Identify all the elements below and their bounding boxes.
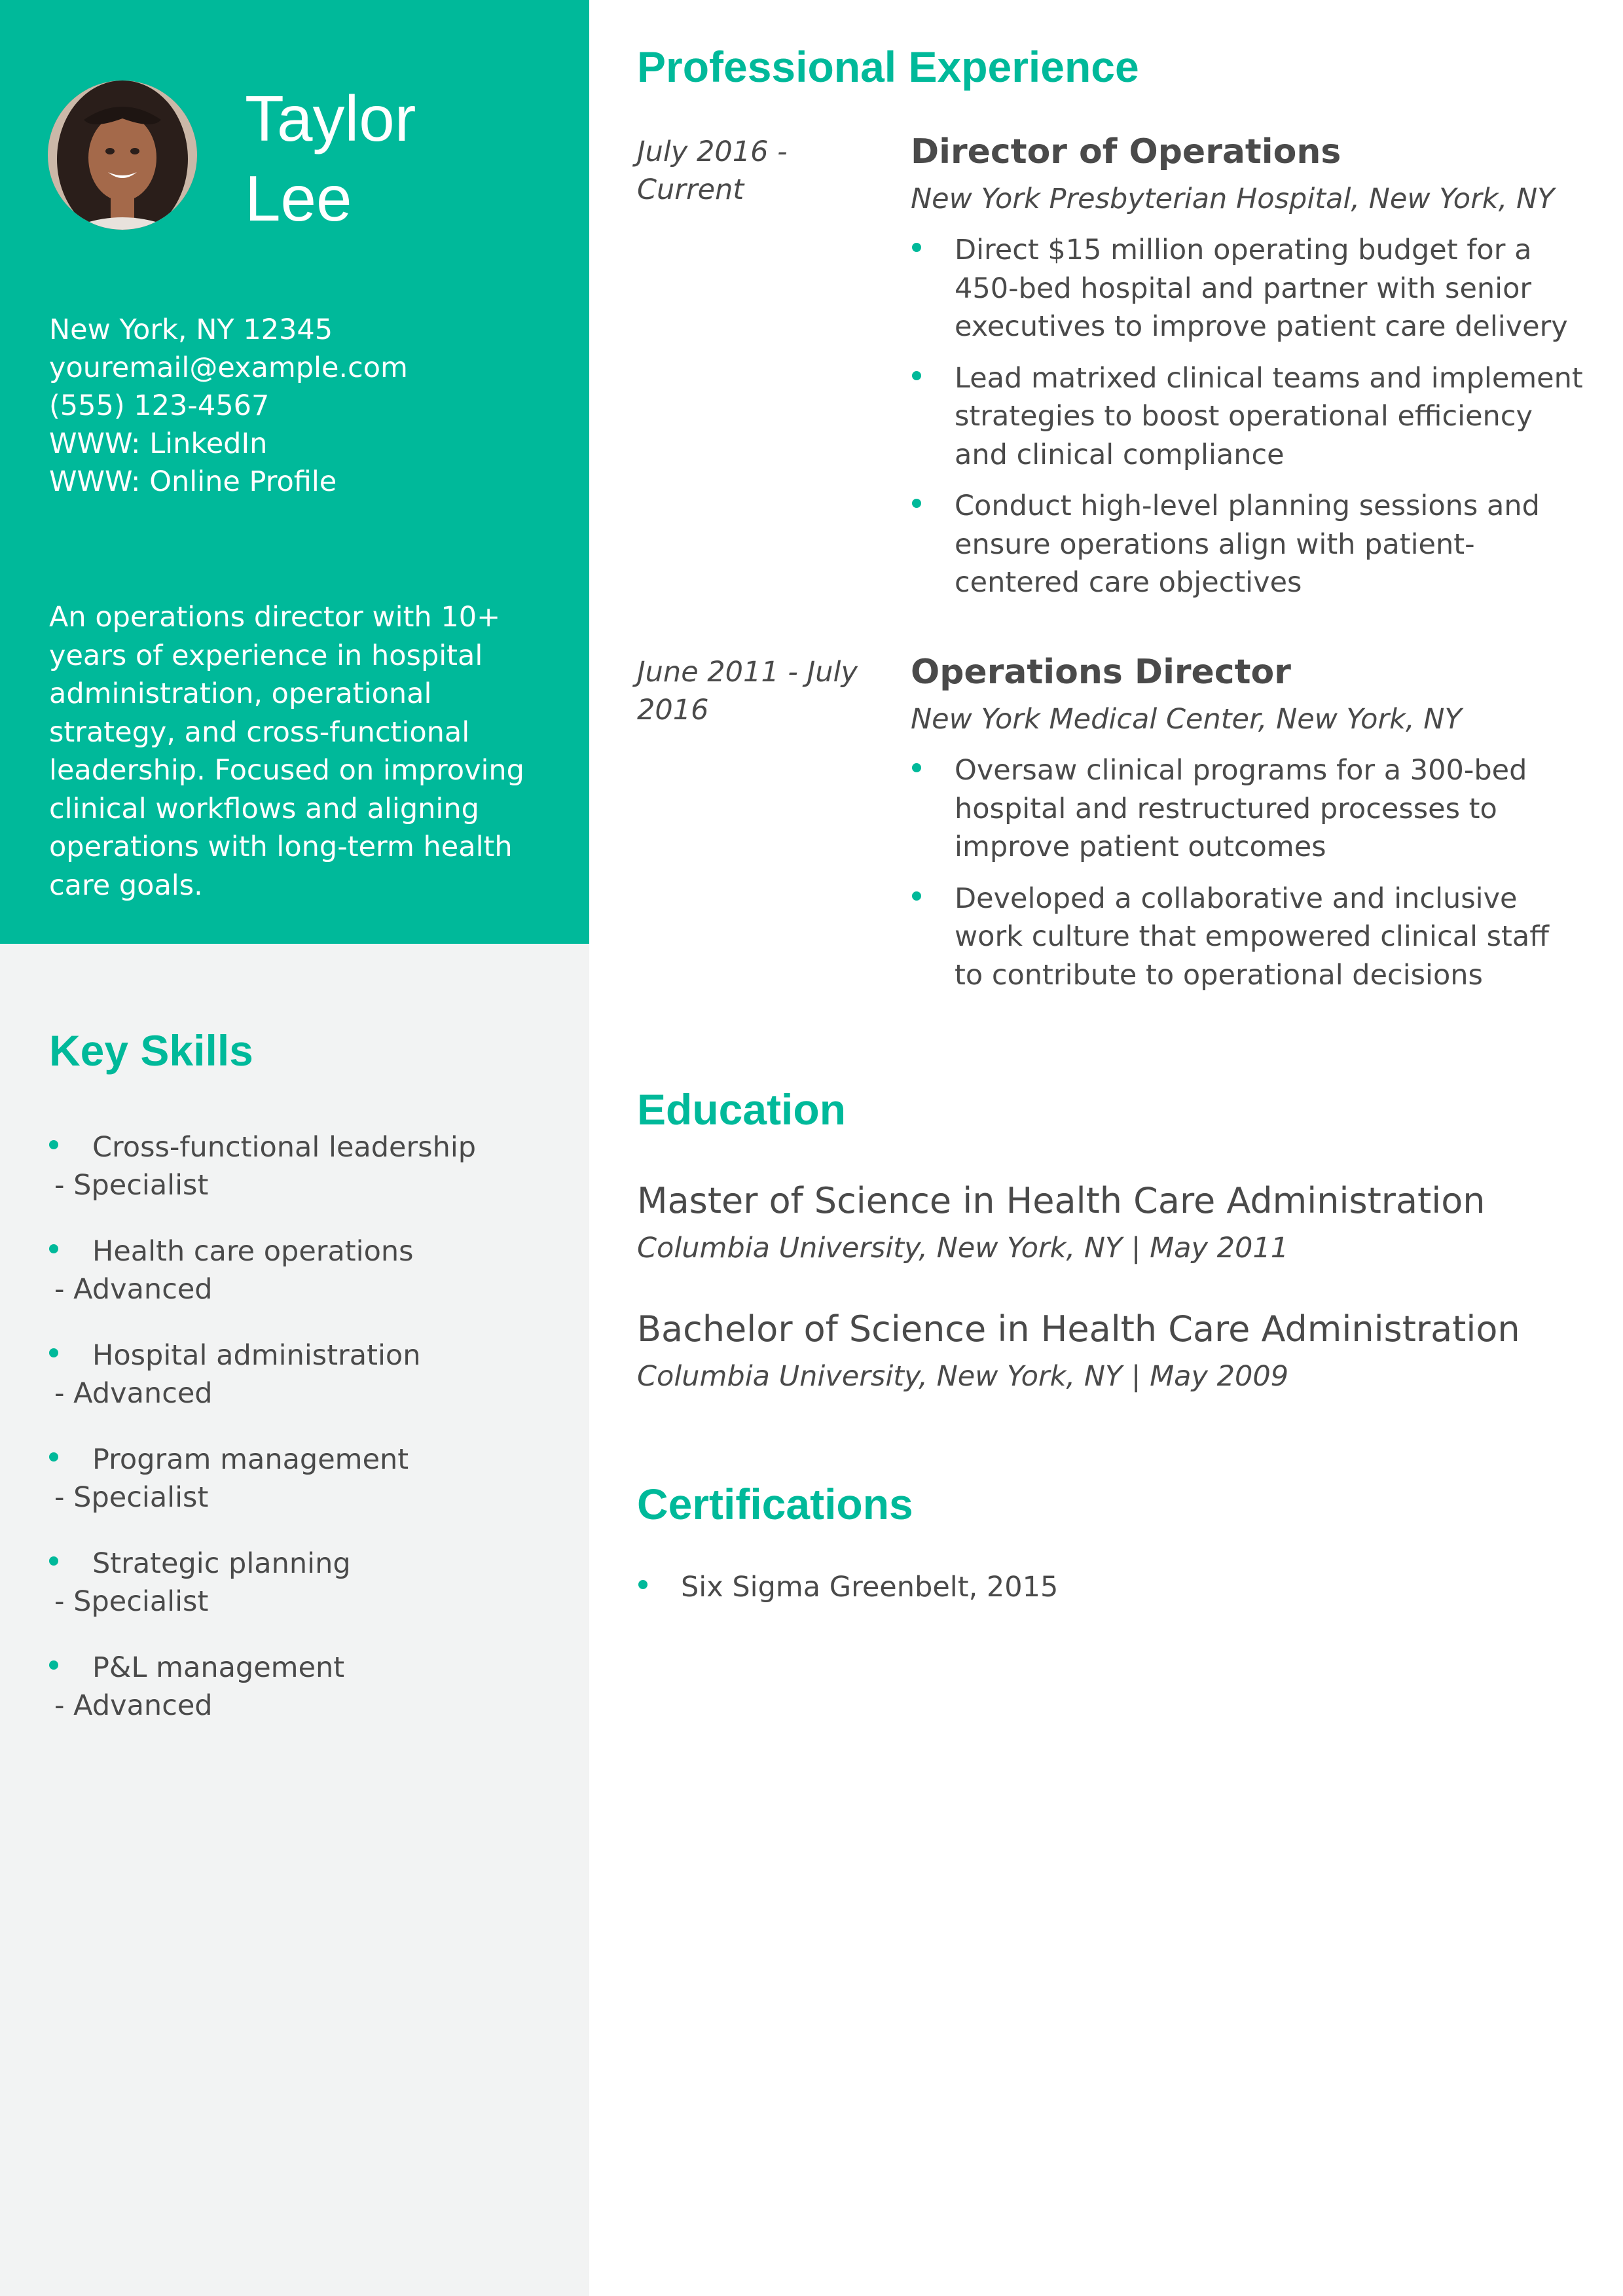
candidate-name [245, 79, 559, 238]
job-bullet-text: Oversaw clinical programs for a 300-bed hospital and restructured processes to improve patient outcomes [955, 754, 1527, 863]
skill-name: Health care operations [92, 1235, 414, 1268]
education-degree: Bachelor of Science in Health Care Administration [637, 1308, 1520, 1350]
bullet-dot-icon [49, 1660, 58, 1670]
skill-name: Cross-functional leadership [92, 1131, 477, 1164]
job-bullets [911, 231, 1585, 602]
skill-level: - Specialist [54, 1585, 209, 1618]
skill-item [49, 1128, 560, 1232]
bullet-dot-icon [912, 763, 921, 772]
job-bullet [911, 487, 1585, 602]
job-bullet [911, 231, 1585, 346]
skill-level: - Specialist [54, 1169, 209, 1202]
job-company: New York Medical Center, New York, NY [911, 703, 1462, 736]
certifications-list [637, 1568, 1586, 1606]
education-heading: Education [637, 1085, 847, 1134]
bullet-dot-icon [912, 243, 921, 252]
job-bullet [911, 751, 1585, 867]
skill-item [49, 1232, 560, 1336]
job-details [911, 133, 1585, 615]
education-entry [637, 1178, 1586, 1267]
contact-email[interactable]: youremail@example.com [49, 351, 408, 384]
summary-text: An operations director with 10+ years of experience in hospital administration, operational strategy, and cross-functional leadership. Focused on improving clinical workflows and aligning operations with long-term health care goals. [49, 601, 524, 902]
sidebar [0, 0, 589, 2296]
first-name: Taylor [245, 82, 416, 154]
job-bullets [911, 751, 1585, 994]
education-entry [637, 1306, 1586, 1395]
skill-item [49, 1336, 560, 1441]
job-company: New York Presbyterian Hospital, New York, NY [911, 183, 1555, 215]
bullet-dot-icon [912, 371, 921, 380]
certifications-heading: Certifications [637, 1480, 913, 1528]
avatar-portrait-icon [48, 81, 197, 230]
education-degree: Master of Science in Health Care Administration [637, 1180, 1486, 1221]
job-dates: June 2011 - July 2016 [637, 656, 858, 726]
experience-heading: Professional Experience [637, 43, 1139, 91]
contact-address: New York, NY 12345 [49, 314, 333, 346]
skill-level: - Advanced [54, 1377, 213, 1410]
skills-list [49, 1128, 560, 1753]
bullet-dot-icon [638, 1580, 647, 1589]
job-bullet-text: Developed a collaborative and inclusive work culture that empowered clinical staff to contribute to operational decisions [955, 882, 1549, 992]
job-bullet-text: Direct $15 million operating budget for a 450-bed hospital and partner with senior executives to improve patient care delivery [955, 234, 1568, 343]
bullet-dot-icon [49, 1452, 58, 1462]
skill-item [49, 1441, 560, 1545]
last-name: Lee [245, 162, 352, 234]
bullet-dot-icon [912, 891, 921, 901]
certification-item [637, 1568, 1586, 1606]
skill-item [49, 1545, 560, 1649]
job-dates: July 2016 - Current [637, 135, 788, 206]
bullet-dot-icon [49, 1244, 58, 1253]
job-bullet [911, 880, 1585, 995]
job-bullet-text: Conduct high-level planning sessions and ensure operations align with patient-centered care objectives [955, 490, 1540, 599]
education-school: Columbia University, New York, NY | May 2009 [637, 1360, 1289, 1393]
education-school: Columbia University, New York, NY | May 2011 [637, 1232, 1289, 1265]
skill-name: Strategic planning [92, 1547, 351, 1580]
job-details [911, 653, 1585, 1007]
contact-info [49, 311, 560, 501]
job-bullet [911, 359, 1585, 475]
contact-linkedin-link[interactable]: WWW: LinkedIn [49, 427, 268, 460]
contact-profile-link[interactable]: WWW: Online Profile [49, 465, 337, 498]
bullet-dot-icon [912, 499, 921, 508]
contact-phone[interactable]: (555) 123-4567 [49, 389, 270, 422]
certification-text: Six Sigma Greenbelt, 2015 [681, 1571, 1059, 1604]
job-bullet-text: Lead matrixed clinical teams and implement strategies to boost operational efficiency and clinical compliance [955, 361, 1583, 471]
bullet-dot-icon [49, 1140, 58, 1149]
avatar-photo [48, 81, 197, 230]
bullet-dot-icon [49, 1556, 58, 1566]
bullet-dot-icon [49, 1348, 58, 1357]
skill-name: Hospital administration [92, 1339, 421, 1372]
job-title: Director of Operations [911, 132, 1341, 171]
skills-heading: Key Skills [49, 1026, 253, 1075]
profile-header [0, 0, 589, 944]
skill-level: - Advanced [54, 1273, 213, 1306]
skill-name: Program management [92, 1443, 409, 1476]
skill-name: P&L management [92, 1651, 345, 1684]
skill-level: - Specialist [54, 1481, 209, 1514]
job-title: Operations Director [911, 653, 1291, 692]
skill-item [49, 1649, 560, 1753]
skill-level: - Advanced [54, 1689, 213, 1722]
